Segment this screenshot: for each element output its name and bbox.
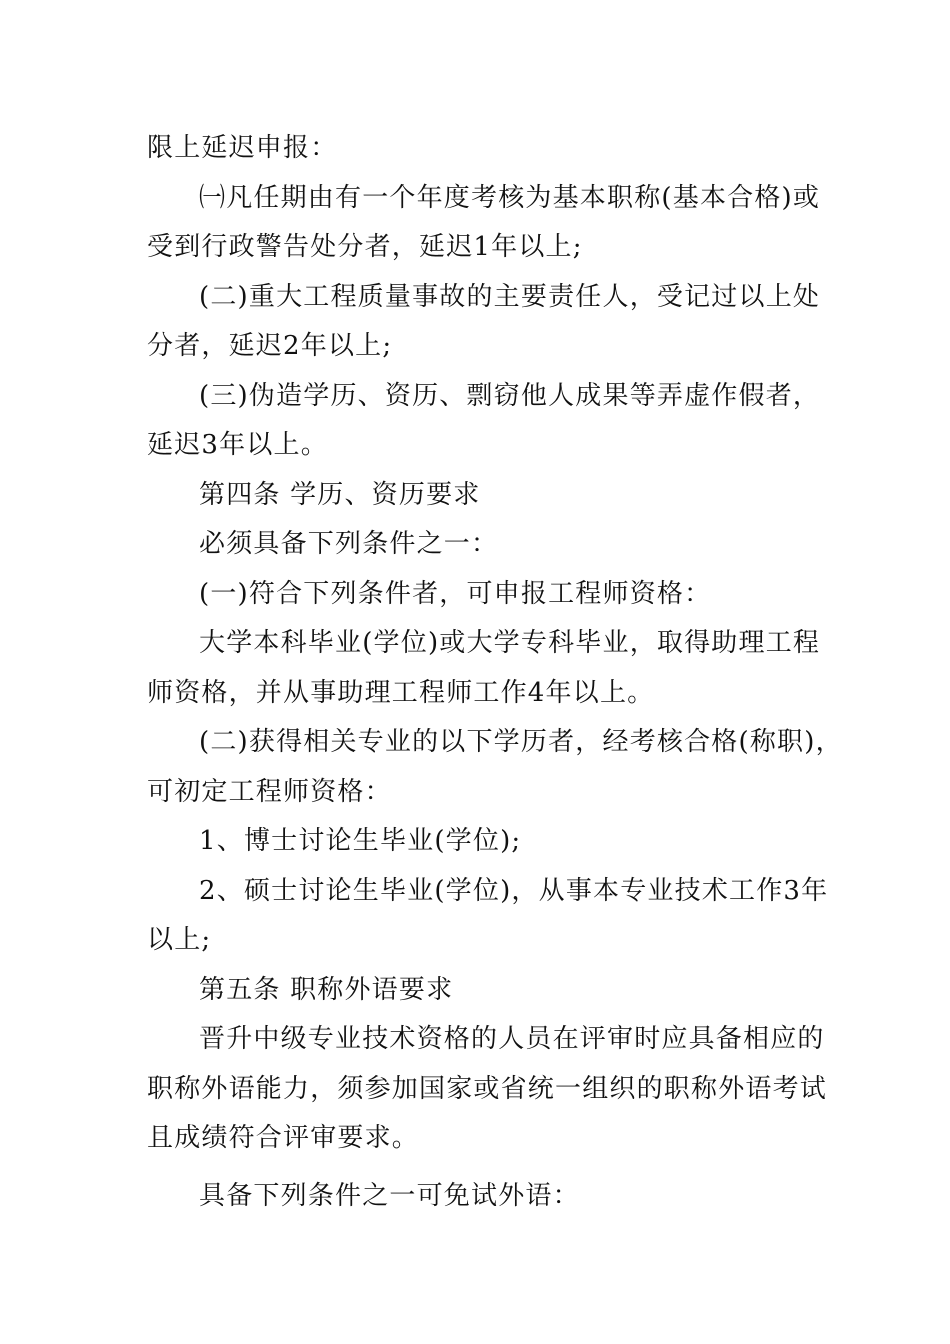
document-body (147, 124, 843, 1221)
text-line: 分者，延迟2年以上; (147, 331, 393, 361)
text-line: 限上延迟申报： (147, 133, 338, 163)
text-line: ㈠凡任期由有一个年度考核为基本职称(基本合格)或 (199, 182, 821, 213)
text-line: (一)符合下列条件者，可申报工程师资格： (199, 578, 712, 609)
text-line: 延迟3年以上。 (147, 430, 328, 460)
section-heading-article-4: 第四条 学历、资历要求 (199, 479, 481, 510)
section-heading-article-5: 第五条 职称外语要求 (199, 974, 454, 1005)
text-line: 可初定工程师资格： (147, 776, 392, 807)
text-line: (二)获得相关专业的以下学历者，经考核合格(称职)， (199, 727, 843, 757)
text-line: (三)伪造学历、资历、剽窃他人成果等弄虚作假者， (199, 380, 821, 411)
text-line: 必须具备下列条件之一： (199, 529, 499, 559)
text-line: 以上; (147, 925, 212, 955)
text-line: 1、博士讨论生毕业(学位); (199, 826, 522, 856)
text-line: (二)重大工程质量事故的主要责任人，受记过以上处 (199, 281, 821, 312)
text-line: 晋升中级专业技术资格的人员在评审时应具备相应的 (199, 1024, 825, 1054)
text-line: 大学本科毕业(学位)或大学专科毕业，取得助理工程 (199, 628, 821, 658)
text-line: 2、硕士讨论生毕业(学位)，从事本专业技术工作3年 (199, 875, 829, 906)
paragraph-gap (147, 1164, 817, 1172)
text-line: 具备下列条件之一可免试外语： (199, 1180, 580, 1211)
text-line: 师资格，并从事助理工程师工作4年以上。 (147, 677, 655, 708)
text-line: 职称外语能力，须参加国家或省统一组织的职称外语考试 (147, 1073, 828, 1104)
text-line: 受到行政警告处分者，延迟1年以上; (147, 232, 583, 262)
text-line: 且成绩符合评审要求。 (147, 1123, 420, 1153)
